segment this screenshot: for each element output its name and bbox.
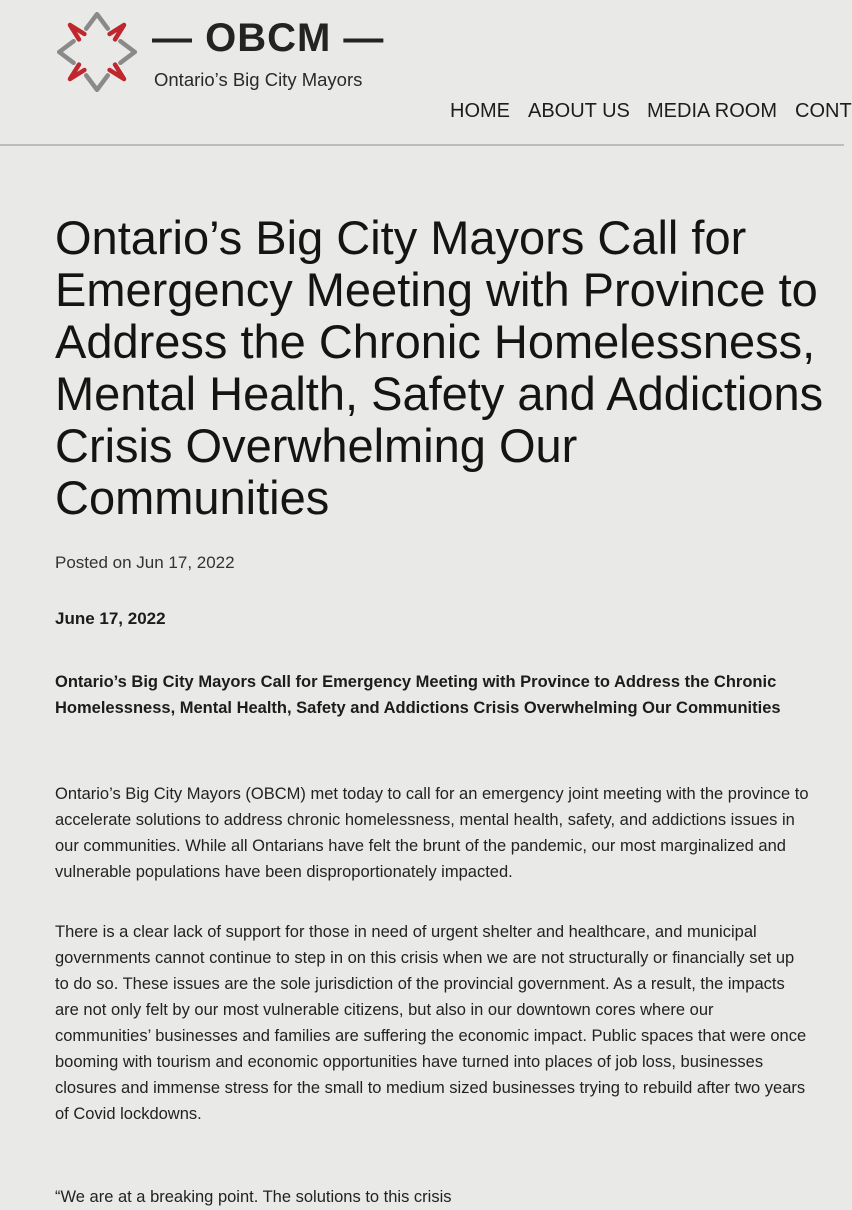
brand-tagline: Ontario’s Big City Mayors: [154, 69, 363, 90]
obcm-logo-icon[interactable]: [52, 6, 142, 98]
nav-item-media-room[interactable]: MEDIA ROOM: [647, 100, 778, 122]
article-paragraph: Ontario’s Big City Mayors (OBCM) met today to call for an emergency joint meeting with the province to accelerate solutions to address chronic homelessness, mental health, safety, and addictions issues in our communities. While all Ontarians have felt the brunt of the pandemic, our most marginalized and vulnerable populations have been disproportionately impacted.: [55, 785, 809, 881]
nav-item-contact[interactable]: CONT: [795, 100, 852, 122]
posted-date: Posted on Jun 17, 2022: [55, 553, 235, 572]
release-date: June 17, 2022: [55, 609, 166, 628]
article-paragraph: There is a clear lack of support for those in need of urgent shelter and healthcare, and municipal governments cannot continue to step in on this crisis when we are not structurally or financially set up to do so. These issues are the sole jurisdiction of the provincial government. As a result, the impacts are not only felt by our most vulnerable citizens, but also in our downtown cores where our communities’ businesses and families are suffering the economic impact. Public spaces that were once booming with tourism and economic opportunities have turned into places of job loss, businesses closures and immense stress for the small to medium sized businesses trying to rebuild after two years of Covid lockdowns.: [55, 923, 807, 1123]
page-title: Ontario’s Big City Mayors Call for Emergency Meeting with Province to Address the Chronic Homelessness, Mental Health, Safety and Addictions Crisis Overwhelming Our Communities: [55, 211, 824, 524]
article-paragraph: “We are at a breaking point. The solutions to this crisis: [55, 1188, 452, 1206]
article-subheading: Ontario’s Big City Mayors Call for Emergency Meeting with Province to Address the Chronic Homelessness, Mental Health, Safety and Addictions Crisis Overwhelming Our Communities: [55, 673, 781, 717]
nav-item-home[interactable]: HOME: [450, 100, 510, 122]
nav-item-about-us[interactable]: ABOUT US: [528, 100, 630, 122]
site-header: [0, 0, 852, 146]
brand-name[interactable]: — OBCM —: [152, 16, 385, 60]
header-divider: [0, 144, 844, 146]
